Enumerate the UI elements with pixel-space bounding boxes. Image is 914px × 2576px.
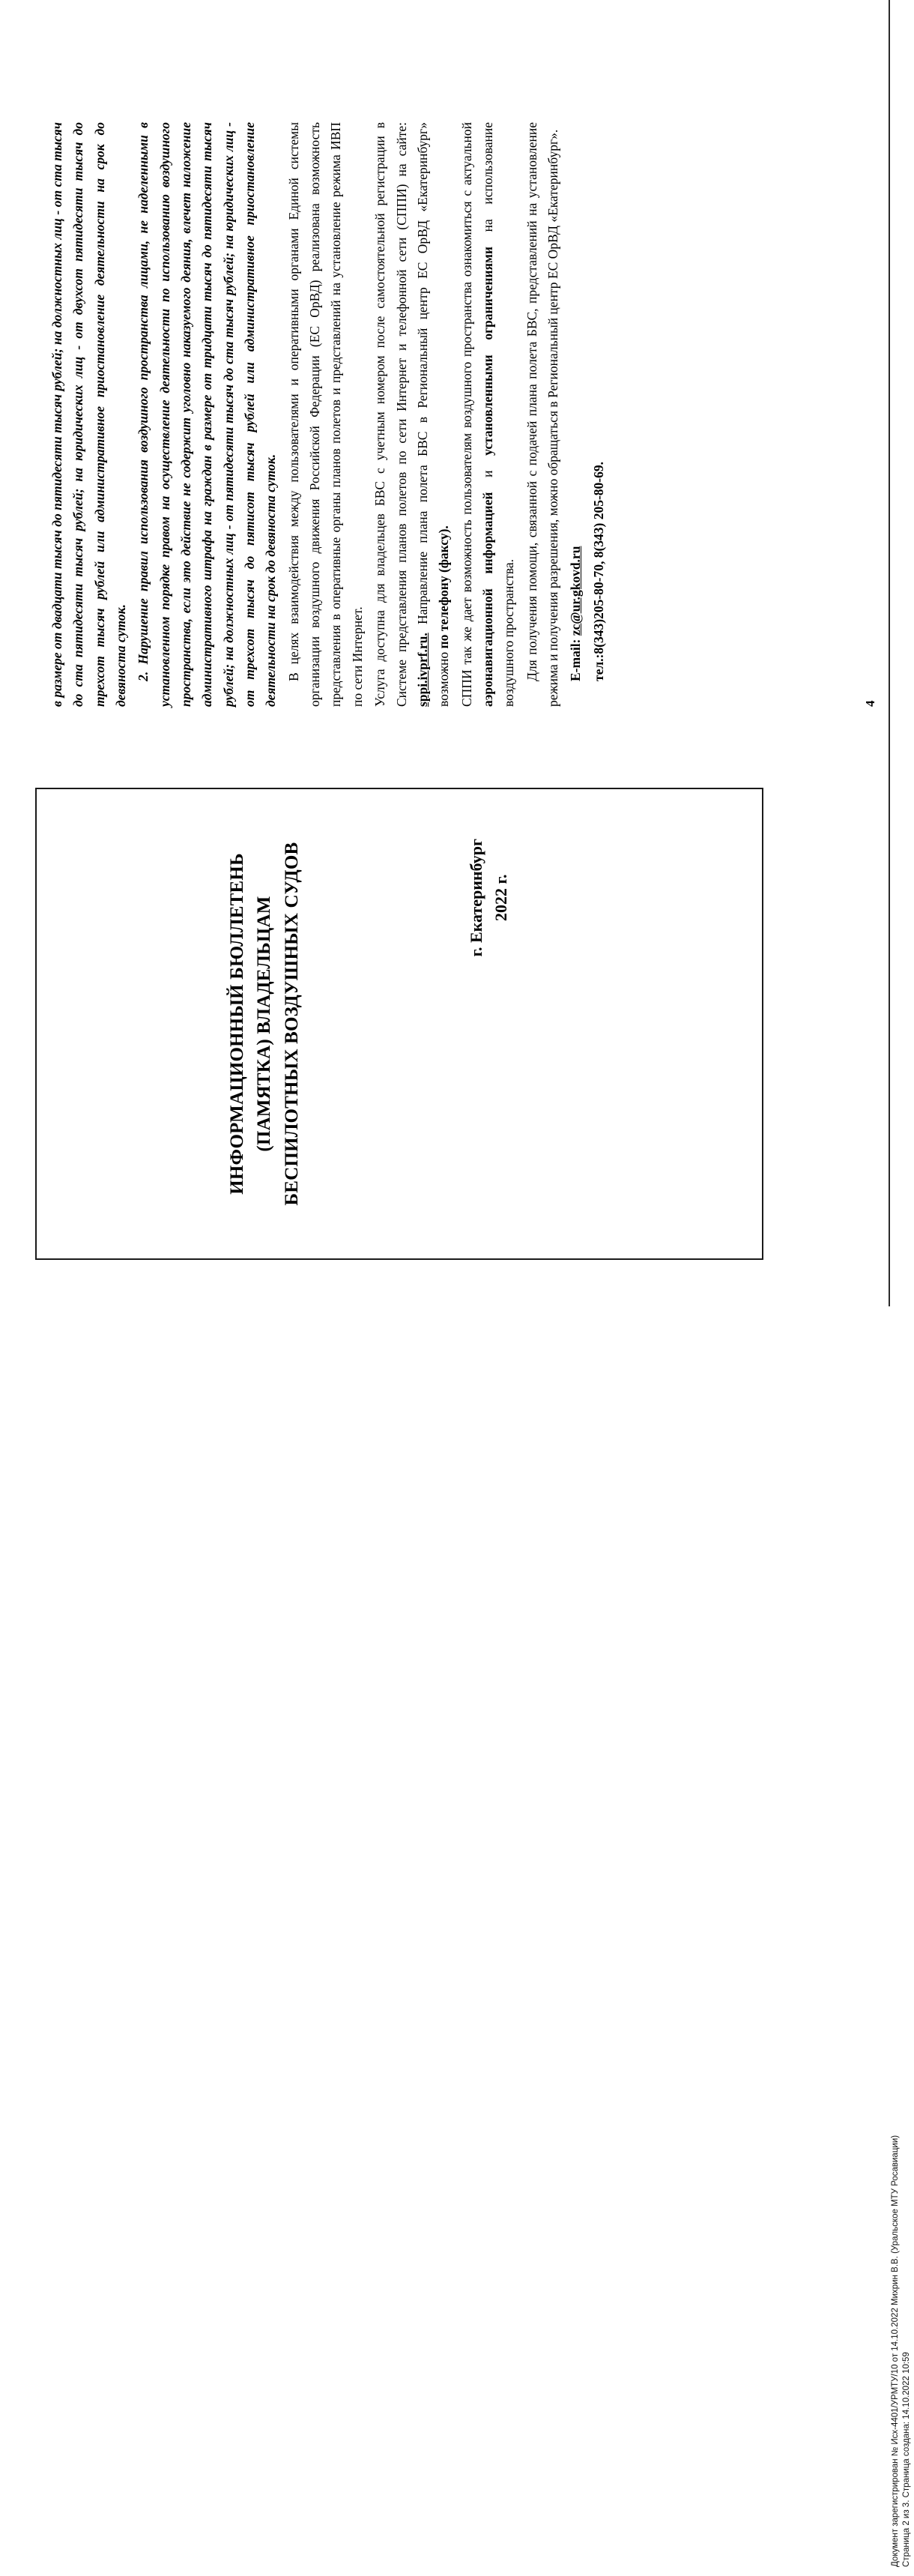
paragraph-violation-item-2: 2. Нарушение правил использования воздушного пространства лицами, не наделенными в установленном порядке правом на осуществление деятельности по использованию воздушного пространства, если это действие не содержит уголовно наказуемого деяния, влечет наложение административного штрафа на граждан в размере от тридцати тысяч до пятидесяти тысяч рублей; на должностных лиц - от пятидесяти тысяч до ста тысяч рублей; на юридических лиц - от трехсот тысяч до пятисот тысяч рублей или административное приостановление деятельности на срок до девяноста суток. (136, 122, 279, 707)
title-page-frame (35, 788, 763, 1260)
email-value[interactable]: zc@ur.gkovd.ru (568, 546, 584, 636)
document-title (224, 789, 306, 1258)
page-number: 4 (863, 700, 877, 707)
service-access-text-1: Услуга доступна для владельцев БВС с учетным номером после самостоятельной регистрации в Системе представления планов полетов по сети Интернет и телефонной сети (СППИ) на сайте: (372, 122, 409, 707)
sppi-capabilities-conjunction: и (479, 455, 495, 492)
sppi-capabilities-text-2: на использование воздушного пространства. (479, 122, 517, 707)
body-text-column (46, 122, 877, 707)
title-line-1: ИНФОРМАЦИОННЫЙ БЮЛЛЕТЕНЬ (227, 853, 247, 1195)
phone-label: тел.: (590, 654, 606, 681)
title-line-3: БЕСПИЛОТНЫХ ВОЗДУШНЫХ СУДОВ (281, 842, 302, 1206)
established-restrictions-emphasis: установленными ограничениями (479, 247, 495, 456)
aeronautical-information-emphasis: аэронавигационной информацией (479, 492, 495, 707)
paragraph-penalty-continuation: в размере от двадцати тысяч до пятидесяти тысяч рублей; на должностных лиц - от ста тысяч до ста пятидесяти тысяч рублей; на юридических лиц - от двухсот пятидесяти тысяч до трехсот тысяч рублей или административное приостановление деятельности на срок до девяноста суток. (49, 122, 129, 707)
stamp-line-2: Страница 2 из 3. Страница создана: 14.10.2022 10:59 (902, 2352, 912, 2567)
paragraph-help-contacts: Для получения помощи, связанной с подачей плана полета БВС, представлений на установление режима и получения разрешения, можно обращаться в Региональный центр ЕС ОрВД «Екатеринбург». (524, 122, 560, 707)
paragraph-interaction: В целях взаимодействия между пользователями и оперативными органами Единой системы организации воздушного движения Российской Федерации (ЕС ОрВД) реализована возможность представления в оперативные органы планов полетов и представлений на установление режима ИВП по сети Интернет. (285, 122, 365, 707)
contact-phone-line (588, 122, 609, 707)
phone-value: 8(343)205-80-70, 8(343) 205-80-69. (590, 461, 606, 654)
imprint (464, 839, 513, 957)
sppi-capabilities-text-1: СППИ так же дает возможность пользователям воздушного пространства ознакомиться с актуальной (458, 122, 474, 707)
registration-stamp-text (890, 2135, 913, 2567)
contact-email-line (565, 122, 586, 707)
imprint-city: г. Екатеринбург (467, 839, 485, 957)
sppi-site-link[interactable]: sppi.ivprf.ru. (414, 633, 430, 707)
service-access-text-2: Направление плана полета БВС в Региональный центр ЕС ОрВД «Екатеринбург» возможно (414, 122, 452, 707)
service-access-phone-note: по телефону (факсу). (436, 525, 452, 652)
paragraph-service-access (369, 122, 454, 707)
stamp-line-1: Документ зарегистрирован № Исх-4401/УРМТУ/10 от 14.10.2022 Михрин В.В. (Уральское МТУ Росавиации) (890, 2135, 900, 2567)
imprint-year: 2022 г. (491, 874, 510, 922)
title-line-2: (ПАМЯТКА) ВЛАДЕЛЬЦАМ (254, 896, 275, 1152)
email-label: E-mail: (568, 639, 584, 681)
paragraph-sppi-capabilities (456, 122, 520, 707)
